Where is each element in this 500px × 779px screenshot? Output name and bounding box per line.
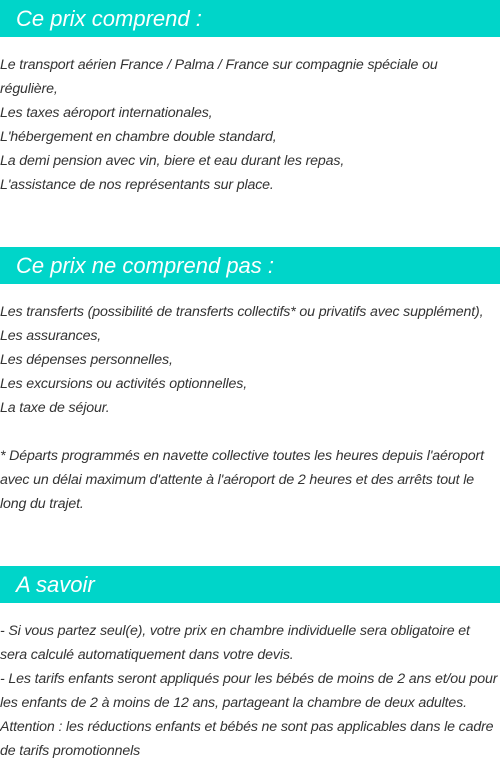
section-header-included [0, 0, 500, 37]
section-header-good-to-know [0, 566, 500, 603]
info-line: - Les tarifs enfants seront appliqués pour les bébés de moins de 2 ans et/ou pour [0, 671, 498, 687]
included-line: régulière, [0, 81, 58, 97]
info-line: de tarifs promotionnels [0, 743, 141, 759]
section-body-good-to-know [0, 619, 500, 763]
transfer-note-line: * Départs programmés en navette collective toutes les heures depuis l'aéroport [0, 448, 484, 464]
not-included-line: La taxe de séjour. [0, 400, 110, 416]
transfer-note-line: long du trajet. [0, 496, 84, 512]
info-line: Attention : les réductions enfants et bébés ne sont pas applicables dans le cadre [0, 719, 494, 735]
not-included-line: Les excursions ou activités optionnelles, [0, 376, 248, 392]
included-line: Les taxes aéroport internationales, [0, 105, 213, 121]
included-line: L'assistance de nos représentants sur place. [0, 177, 274, 193]
section-body-included [0, 53, 500, 197]
included-line: L'hébergement en chambre double standard, [0, 129, 277, 145]
section-title-not-included: Ce prix ne comprend pas : [16, 253, 275, 278]
info-line: sera calculé automatiquement dans votre devis. [0, 647, 294, 663]
section-body-not-included [0, 300, 500, 516]
section-title-included: Ce prix comprend : [16, 6, 202, 31]
info-line: - Si vous partez seul(e), votre prix en chambre individuelle sera obligatoire et [0, 623, 470, 639]
transfer-note-line: avec un délai maximum d'attente à l'aéroport de 2 heures et des arrêts tout le [0, 472, 475, 488]
section-header-not-included [0, 247, 500, 284]
spacer [0, 420, 500, 444]
included-line: La demi pension avec vin, biere et eau durant les repas, [0, 153, 345, 169]
info-line: les enfants de 2 à moins de 12 ans, partageant la chambre de deux adultes. [0, 695, 467, 711]
not-included-line: Les assurances, [0, 328, 102, 344]
not-included-line: Les dépenses personnelles, [0, 352, 173, 368]
not-included-line: Les transferts (possibilité de transferts collectifs* ou privatifs avec supplément), [0, 304, 484, 320]
included-line: Le transport aérien France / Palma / France sur compagnie spéciale ou [0, 57, 438, 73]
section-title-good-to-know: A savoir [16, 572, 95, 597]
